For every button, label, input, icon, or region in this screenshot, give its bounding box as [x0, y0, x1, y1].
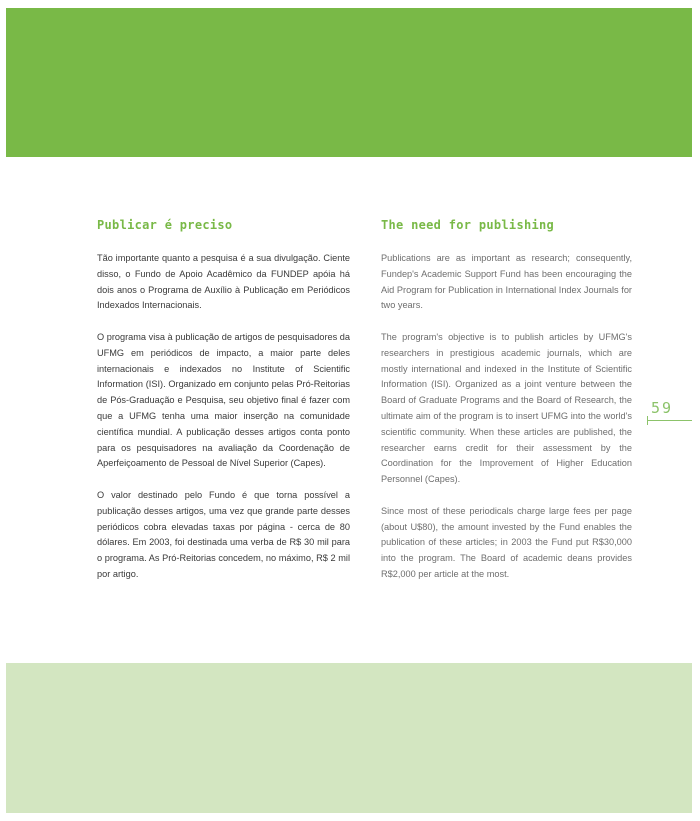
portuguese-heading: Publicar é preciso [97, 218, 233, 232]
english-paragraph: Since most of these periodicals charge large fees per page (about U$80), the amount invested by the Fund enables the publication of these articles; in 2003 the Fund put R$30,000 into the program. The Board of academic deans provides R$2,000 per article at the most. [381, 505, 632, 579]
english-paragraph: Publications are as important as research; consequently, Fundep's Academic Support Fund has been encouraging the Aid Program for Publication in International Index Journals for two years. [381, 253, 632, 311]
english-paragraph: The program's objective is to publish articles by UFMG's researchers in prestigious academic journals, which are mostly international and indexed in the Institute of Scientific Information (ISI). Organized as a joint venture between the Board of Graduate Programs and the Board of Research, the ultimate aim of the program is to insert UFMG into the world's scientific community. When these articles are published, the researcher earns credit for their assessment by the Coordination for the Improvement of Higher Education Personnel (Capes). [381, 331, 632, 485]
portuguese-column [97, 216, 350, 599]
portuguese-paragraph: Tão importante quanto a pesquisa é a sua divulgação. Ciente disso, o Fundo de Apoio Acadêmico da FUNDEP apóia há dois anos o Programa de Auxílio à Publicação em Periódicos Indexados Internacionais. [97, 253, 350, 311]
portuguese-paragraph: O programa visa à publicação de artigos de pesquisadores da UFMG em periódicos de impacto, a maior parte deles internacionais e indexados no Institute of Scientific Information (ISI). Organizado em conjunto pelas Pró-Reitorias de Pós-Graduação e Pesquisa, seu objetivo final é fazer com que a UFMG tenha uma maior inserção na comunidade científica mundial. A publicação desses artigos conta ponto para os pesquisadores na avaliação da Coordenação de Aperfeiçoamento de Pessoal de Nível Superior (Capes). [97, 331, 350, 469]
page-number: 59 [651, 399, 674, 417]
english-column [381, 216, 632, 599]
page-number-rule [647, 420, 692, 421]
portuguese-paragraph: O valor destinado pelo Fundo é que torna possível a publicação desses artigos, uma vez que grande parte desses periódicos cobra elevadas taxas por página - cerca de 80 dólares. Em 2003, foi destinada uma verba de R$ 30 mil para o programa. As Pró-Reitorias concedem, no máximo, R$ 2 mil por artigo. [97, 489, 350, 579]
top-color-band [6, 8, 692, 157]
english-heading: The need for publishing [381, 218, 555, 232]
bottom-color-band [6, 663, 692, 813]
